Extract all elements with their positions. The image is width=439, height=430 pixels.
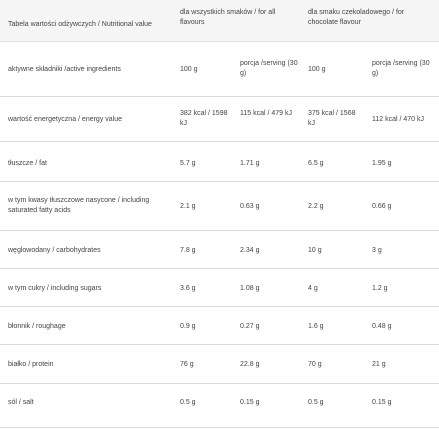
value-choc-serving: porcja /serving (30 g) <box>372 60 430 77</box>
table-row <box>0 231 439 269</box>
value-choc-serving: 112 kcal / 470 kJ <box>372 116 425 123</box>
value-all-serving: 0.15 g <box>240 399 260 406</box>
row-label: aktywne składniki /active ingredients <box>8 66 121 73</box>
table-row <box>0 384 439 428</box>
value-choc-serving: 21 g <box>372 361 386 368</box>
value-all-serving: porcja /serving (30 g) <box>240 60 298 77</box>
value-all-100g: 0.9 g <box>180 323 196 330</box>
table-header-row <box>0 0 439 42</box>
row-label: tłuszcze / fat <box>8 160 47 167</box>
value-all-100g: 382 kcal / 1598 kJ <box>180 110 228 127</box>
header-nutritional-value: Tabela wartości odżywczych / Nutritional value <box>8 21 152 28</box>
table-row <box>0 182 439 231</box>
value-choc-100g: 70 g <box>308 361 322 368</box>
value-choc-100g: 2.2 g <box>308 203 324 210</box>
value-choc-serving: 1.2 g <box>372 285 388 292</box>
value-all-serving: 0.63 g <box>240 203 260 210</box>
table-row <box>0 42 439 97</box>
row-label: błonnik / roughage <box>8 323 66 330</box>
header-chocolate-flavour: dla smaku czekoladowego / for chocolate flavour <box>308 9 405 26</box>
value-all-serving: 2.34 g <box>240 247 260 254</box>
value-choc-serving: 0.66 g <box>372 203 392 210</box>
table-row <box>0 269 439 307</box>
value-all-serving: 115 kcal / 479 kJ <box>240 110 293 117</box>
value-all-serving: 22.8 g <box>240 361 260 368</box>
table-row <box>0 345 439 384</box>
table-row <box>0 97 439 142</box>
table-row <box>0 307 439 345</box>
value-all-100g: 0.5 g <box>180 399 196 406</box>
value-all-serving: 1.08 g <box>240 285 260 292</box>
row-label: węglowodany / carbohydrates <box>8 247 101 254</box>
value-all-serving: 0.27 g <box>240 323 260 330</box>
value-choc-100g: 4 g <box>308 285 318 292</box>
value-choc-100g: 375 kcal / 1568 kJ <box>308 110 356 127</box>
value-choc-100g: 10 g <box>308 247 322 254</box>
value-all-100g: 100 g <box>180 66 198 73</box>
value-all-100g: 7.8 g <box>180 247 196 254</box>
value-all-100g: 5.7 g <box>180 160 196 167</box>
value-all-100g: 2.1 g <box>180 203 196 210</box>
value-all-100g: 3.6 g <box>180 285 196 292</box>
value-choc-100g: 1.6 g <box>308 323 324 330</box>
row-label: w tym kwasy tłuszczowe nasycone / including saturated fatty acids <box>8 197 150 214</box>
row-label: wartość energetyczna / energy value <box>8 116 123 123</box>
header-all-flavours: dla wszystkich smaków / for all flavours <box>180 9 276 26</box>
value-choc-serving: 0.48 g <box>372 323 392 330</box>
value-all-serving: 1.71 g <box>240 160 260 167</box>
row-label: białko / protein <box>8 361 54 368</box>
value-choc-serving: 3 g <box>372 247 382 254</box>
value-choc-100g: 100 g <box>308 66 326 73</box>
value-all-100g: 76 g <box>180 361 194 368</box>
value-choc-serving: 0.15 g <box>372 399 392 406</box>
value-choc-serving: 1.95 g <box>372 160 392 167</box>
value-choc-100g: 6.5 g <box>308 160 324 167</box>
value-choc-100g: 0.5 g <box>308 399 324 406</box>
table-row <box>0 142 439 182</box>
row-label: w tym cukry / including sugars <box>8 285 102 292</box>
row-label: sól / salt <box>8 399 34 406</box>
